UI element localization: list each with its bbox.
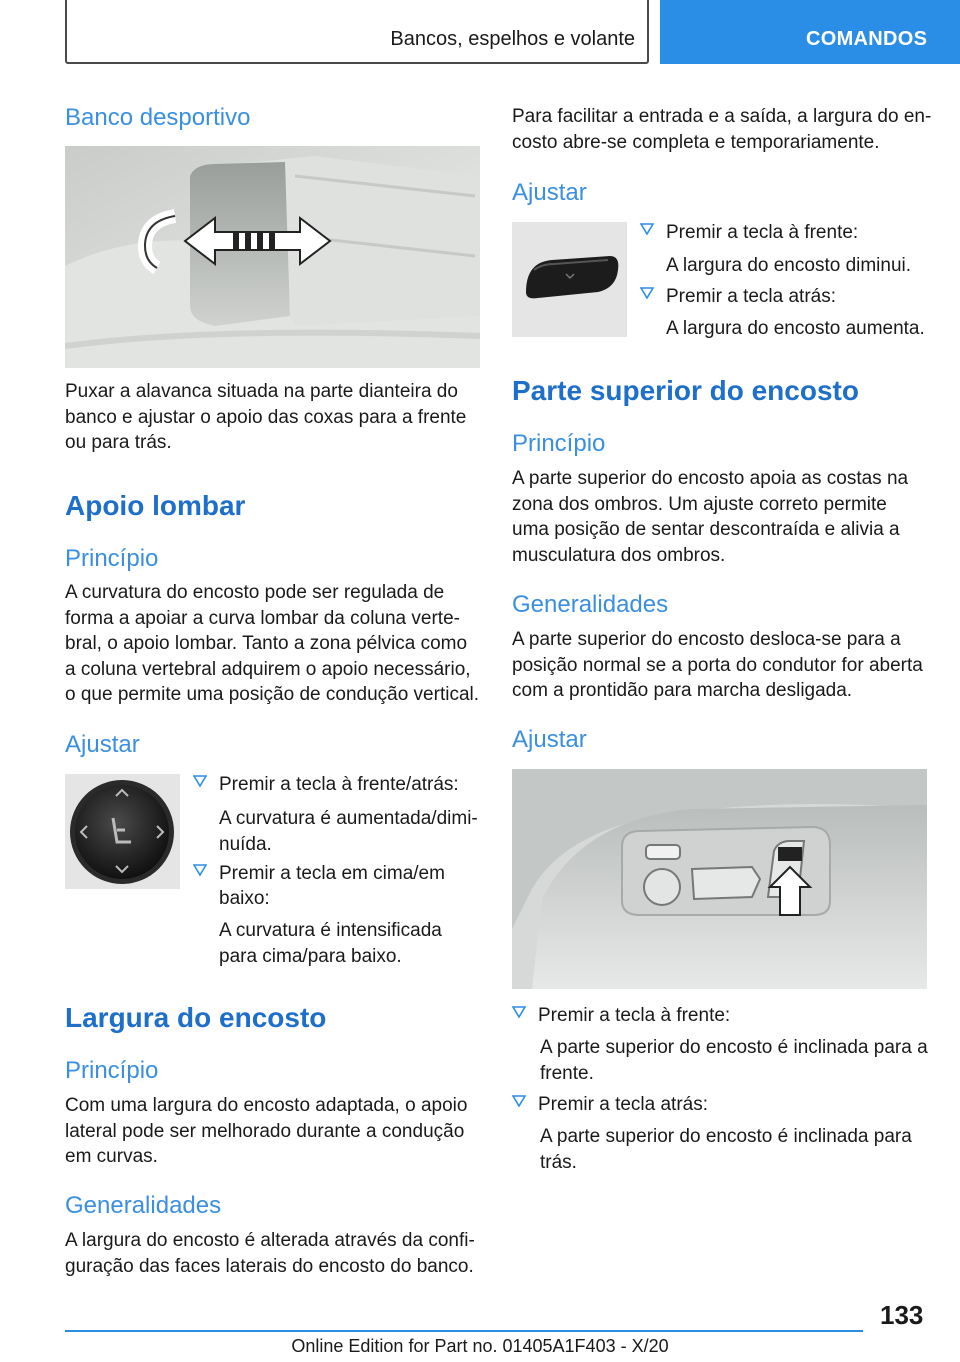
lombar-principio-text: A curvatura do encosto pode ser regulada de forma a apoiar a curva lombar da coluna verte‐ bral, o apoio lombar. Tanto a zona pélvica como a coluna vertebral adquirem o apoio necessário, o que permite uma posição de condução vertical. bbox=[65, 582, 480, 705]
largura-ajustar-heading: Ajustar bbox=[512, 179, 587, 206]
largura-generalidades-text: A largura do encosto é alterada através da confi‐ guração das faces laterais do encosto do banco. bbox=[65, 1230, 475, 1277]
lombar-bullet-1-result: A curvatura é aumentada/dimi‐ nuída. bbox=[219, 808, 478, 855]
header-section-box bbox=[65, 0, 649, 64]
bullet-triangle-icon bbox=[512, 1094, 526, 1108]
section-largura-encosto-title: Largura do encosto bbox=[65, 1002, 327, 1033]
page-number: 133 bbox=[880, 1300, 924, 1330]
bullet-triangle-icon bbox=[640, 222, 654, 236]
largura-bullet-2-result: A largura do encosto aumenta. bbox=[666, 318, 925, 339]
lombar-bullet-2-cont: baixo: bbox=[219, 888, 270, 909]
section-banco-desportivo-title: Banco desportivo bbox=[65, 104, 251, 131]
bullet-triangle-icon bbox=[640, 286, 654, 300]
section-parte-superior-title: Parte superior do encosto bbox=[512, 375, 859, 406]
largura-principio-text: Com uma largura do encosto adaptada, o apoio lateral pode ser melhorado durante a condução em curvas. bbox=[65, 1095, 468, 1167]
parte-principio-heading: Princípio bbox=[512, 430, 606, 457]
largura-generalidades-heading: Generalidades bbox=[65, 1192, 222, 1219]
thigh-support-image bbox=[65, 146, 480, 368]
bullet-triangle-icon bbox=[193, 774, 207, 788]
bullet-triangle-icon bbox=[193, 863, 207, 877]
largura-principio-heading: Princípio bbox=[65, 1057, 159, 1084]
parte-principio-text: A parte superior do encosto apoia as costas na zona dos ombros. Um ajuste correto permite uma posição de sentar descontraída e alivia a musculatura dos ombros. bbox=[512, 468, 909, 566]
parte-bullet-1-result: A parte superior do encosto é inclinada para a frente. bbox=[540, 1037, 928, 1084]
footer-edition-text: Online Edition for Part no. 01405A1F403 - X/20 bbox=[291, 1336, 669, 1356]
section-apoio-lombar-title: Apoio lombar bbox=[65, 490, 246, 521]
parte-ajustar-heading: Ajustar bbox=[512, 726, 587, 753]
lombar-bullet-2-result: A curvatura é intensificada para cima/para baixo. bbox=[219, 920, 442, 967]
footer-divider bbox=[65, 1330, 863, 1332]
parte-bullet-2-result: A parte superior do encosto é inclinada para trás. bbox=[540, 1126, 912, 1173]
header-section-title: Bancos, espelhos e volante bbox=[390, 28, 635, 50]
parte-generalidades-heading: Generalidades bbox=[512, 591, 669, 618]
lombar-ajustar-heading: Ajustar bbox=[65, 731, 140, 758]
parte-generalidades-text: A parte superior do encosto desloca-se para a posição normal se a porta do condutor for aberta com a prontidão para marcha desligada. bbox=[512, 629, 923, 701]
header-category-label: COMANDOS bbox=[806, 28, 928, 50]
lumbar-control-image bbox=[65, 774, 180, 889]
largura-bullet-1-result: A largura do encosto diminui. bbox=[666, 255, 912, 276]
lombar-principio-heading: Princípio bbox=[65, 545, 159, 572]
width-button-image bbox=[512, 222, 627, 337]
bullet-triangle-icon bbox=[512, 1005, 526, 1019]
largura-intro-text: Para facilitar a entrada e a saída, a largura do en‐ costo abre-se completa e temporariamente. bbox=[512, 106, 932, 153]
seat-controls-image bbox=[512, 769, 927, 989]
banco-desportivo-text: Puxar a alavanca situada na parte dianteira do banco e ajustar o apoio das coxas para a frente ou para trás. bbox=[65, 381, 467, 453]
